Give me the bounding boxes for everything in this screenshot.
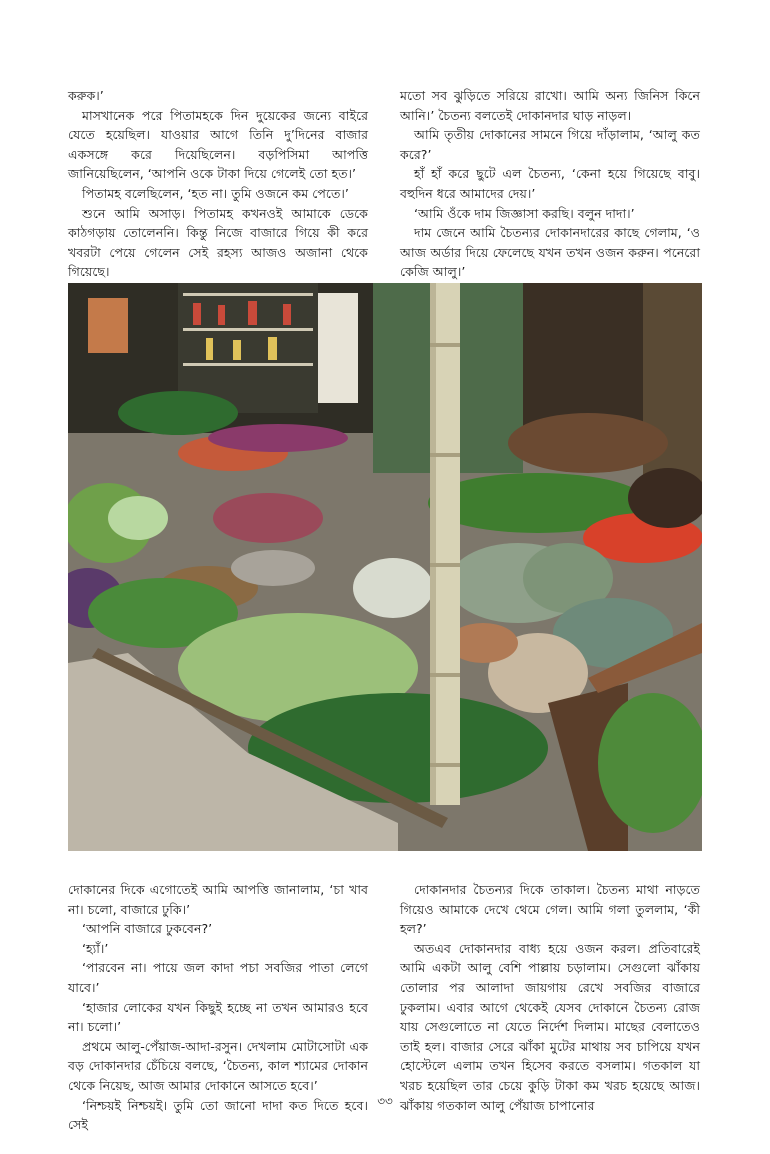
paragraph: আমি তৃতীয় দোকানের সামনে গিয়ে দাঁড়ালাম, ‘আলু কত করে?’: [400, 127, 700, 162]
paragraph: ‘হ্যাঁ।’: [82, 940, 109, 956]
paragraph: মতো সব ঝুড়িতে সরিয়ে রাখো। আমি অন্য জিনিস কিনে আনি।’ চৈতন্য বলতেই দোকানদার ঘাড় নাড়ল।: [400, 88, 700, 123]
paragraph: দোকানের দিকে এগোতেই আমি আপত্তি জানালাম, ‘চা খাব না। চলো, বাজারে ঢুকি।’: [68, 882, 368, 917]
paragraph: ‘আমি ওঁকে দাম জিজ্ঞাসা করছি। বলুন দাদা।’: [414, 205, 635, 221]
paragraph: মাসখানেক পরে পিতামহকে দিন দুয়েকের জন্যে বাইরে যেতে হয়েছিল। যাওয়ার আগে তিনি দু’দিনের বাজার একসঙ্গে করে দিয়েছিলেন। বড়পিসিমা আপত্তি জানিয়েছিলেন, ‘আপনি ওকে টাকা দিয়ে গেলেই তো হত।’: [68, 107, 368, 182]
paragraph: দোকানদার চৈতন্যর দিকে তাকাল। চৈতন্য মাথা নাড়তে গিয়েও আমাকে দেখে থেমে গেল। আমি গলা তুললাম, ‘কী হল?’: [400, 882, 700, 937]
paragraph: শুনে আমি অসাড়। পিতামহ কখনওই আমাকে ডেকে কাঠগড়ায় তোলেননি। কিন্তু নিজে বাজারে গিয়ে কী করে খবরটা পেয়ে গেলেন সেই রহস্য আজও অজানা থেকে গিয়েছে।: [68, 205, 368, 280]
page-number: ৩৩: [377, 1094, 393, 1108]
text-column-top-right: [400, 86, 700, 282]
paragraph: প্রথমে আলু-পেঁয়াজ-আদা-রসুন। দেখলাম মোটাসোটা এক বড় দোকানদার চেঁচিয়ে বলছে, ‘চৈতন্য, কাল শ্যামের দোকান থেকে নিয়েছ, আজ আমার দোকানে আসতে হবে।’: [68, 1038, 368, 1093]
text-column-bottom-right: [400, 880, 700, 1115]
paragraph: করুক।’: [68, 88, 104, 103]
paragraph: অতএব দোকানদার বাধ্য হয়ে ওজন করল। প্রতিবারেই আমি একটা আলু বেশি পাল্লায় চড়ালাম। সেগুলো ঝাঁকায় তোলার পর আলাদা জায়গায় রেখে সবজির বাজারে ঢুকলাম। এবার আগে থেকেই যেসব দোকানে চৈতন্য রোজ যায় সেগুলোতে না যেতে নির্দেশ দিলাম। মাছের বেলাতেও তাই হল। বাজার সেরে ঝাঁকা মুটের মাথায় সব চাপিয়ে যখন হোস্টেলে এলাম তখন হিসেব করতে বসলাম। গতকাল যা খরচ হয়েছিল তার চেয়ে কুড়ি টাকা কম খরচ হয়েছে আজ। ঝাঁকায় গতকাল আলু পেঁয়াজ চাপানোর: [400, 940, 700, 1113]
paragraph: ‘নিশ্চয়ই নিশ্চয়ই। তুমি তো জানো দাদা কত দিতে হবে। সেই: [68, 1097, 368, 1133]
paragraph: দাম জেনে আমি চৈতন্যর দোকানদারের কাছে গেলাম, ‘ও আজ অর্ডার দিয়ে ফেলেছে যখন তখন ওজন করুন। পনেরো কেজি আলু।’: [400, 225, 700, 280]
paragraph: ‘আপনি বাজারে ঢুকবেন?’: [82, 921, 213, 937]
market-photo: [68, 283, 702, 851]
paragraph: হাঁ হাঁ করে ছুটে এল চৈতন্য, ‘কেনা হয়ে গিয়েছে বাবু। বহুদিন ধরে আমাদের দেয়।’: [400, 166, 700, 201]
paragraph: ‘পারবেন না। পায়ে জল কাদা পচা সবজির পাতা লেগে যাবে।’: [68, 960, 368, 995]
paragraph: পিতামহ বলেছিলেন, ‘হত না। তুমি ওজনে কম পেতে।’: [82, 185, 349, 201]
paragraph: ‘হাজার লোকের যখন কিছুই হচ্ছে না তখন আমারও হবে না। চলো।’: [68, 999, 368, 1035]
text-column-top-left: [68, 86, 368, 302]
